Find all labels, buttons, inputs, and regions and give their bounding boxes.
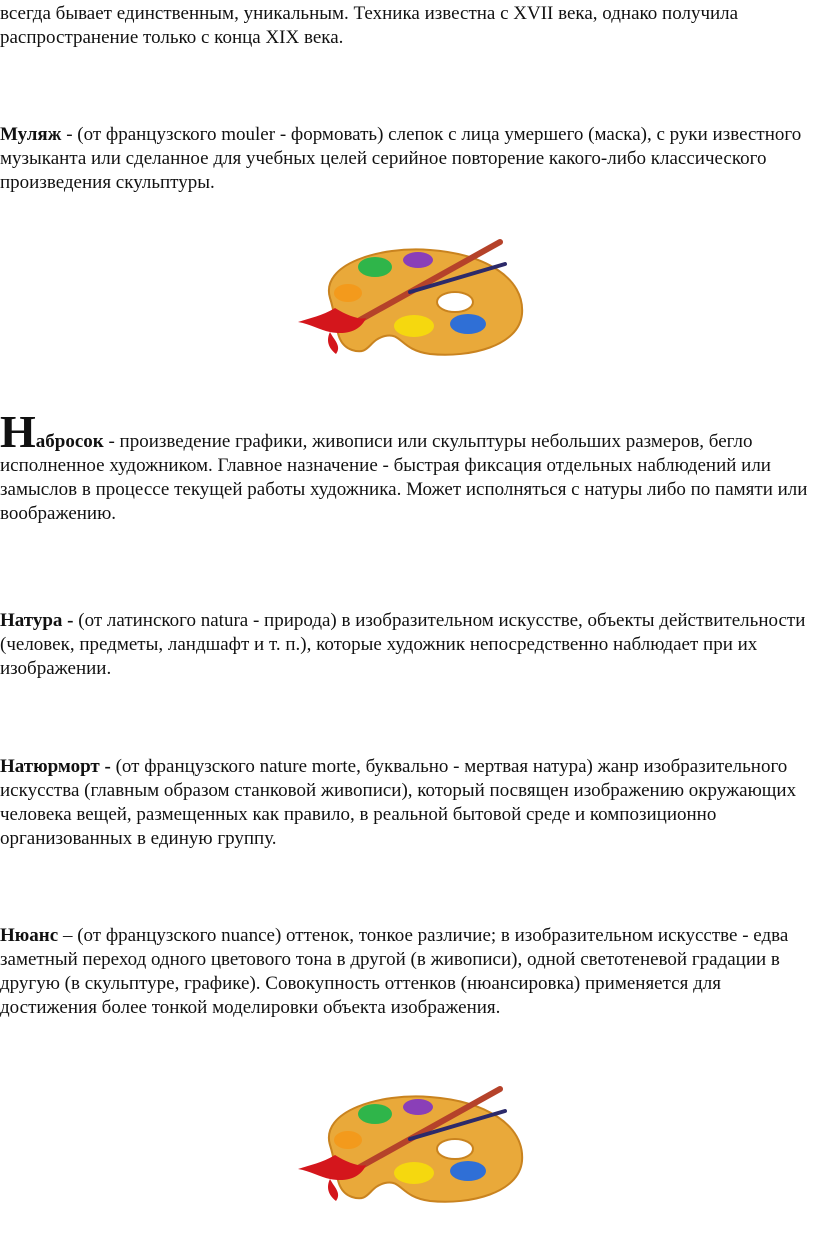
paint-palette-icon-2 [290, 1083, 530, 1213]
paint-palette-icon [290, 236, 530, 366]
entry-natyurmort [0, 755, 812, 851]
definition-natura: (от латинского natura - природа) в изобразительном искусстве, объекты действительности (человек, предметы, ландшафт и т. п.), которые художник непосредственно наблюдает при их изображении. [0, 610, 806, 679]
term-mulyazh: Муляж [0, 124, 62, 145]
entry-natura [0, 609, 812, 681]
term-nyuans: Нюанс [0, 925, 59, 946]
term-nabrosok: абросок [35, 431, 104, 452]
definition-nabrosok: - произведение графики, живописи или скульптуры небольших размеров, бегло исполненное художником. Главное назначение - быстрая фиксация отдельных наблюдений или замыслов в процессе текущей работы художника. Может исполняться с натуры либо по памяти или воображению. [0, 431, 808, 524]
term-natura: Натура - [0, 610, 74, 631]
dropcap-nabrosok: Н [0, 406, 36, 457]
term-natyurmort: Натюрморт - [0, 756, 111, 777]
definition-natyurmort: (от французского nature morte, буквально - мертвая натура) жанр изобразительного искусства (главным образом станковой живописи), который посвящен изображению окружающих человека вещей, размещенных как правило, в реальной бытовой среде и композиционно организованных в единую группу. [0, 756, 797, 849]
entry-nabrosok [0, 406, 812, 526]
intro-text: всегда бывает единственным, уникальным. Техника известна с XVII века, однако получила распространение только с конца XIX века. [0, 3, 739, 48]
definition-nyuans: – (от французского nuance) оттенок, тонкое различие; в изобразительном искусстве - едва заметный переход одного цветового тона в другой (в живописи), одной светотеневой градации в другую (в скульптуре, графике). Совокупность оттенков (нюансировка) применяется для достижения более тонкой моделировки объекта изображения. [0, 925, 789, 1018]
intro-paragraph [0, 2, 812, 50]
entry-nyuans [0, 924, 812, 1020]
entry-mulyazh [0, 123, 812, 195]
definition-mulyazh: - (от французского mouler - формовать) слепок с лица умершего (маска), с руки известного музыканта или сделанное для учебных целей серийное повторение какого-либо классического произведения скульптуры. [0, 124, 802, 193]
